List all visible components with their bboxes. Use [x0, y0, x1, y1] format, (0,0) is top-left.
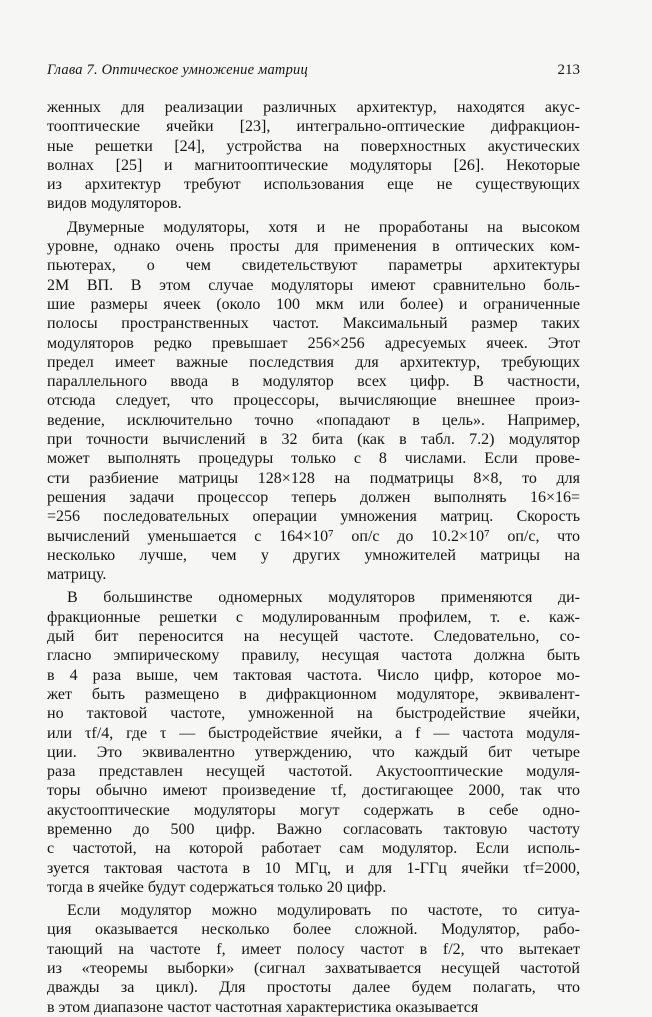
- text-line: ция оказывается несколько более сложной. Модулятор, рабо-: [47, 921, 580, 939]
- text-line: отсюда следует, что процессоры, вычисляющие внешнее произ-: [47, 392, 580, 410]
- text-line: сти разбиение матрицы 128×128 на подматрицы 8×8, то для: [47, 469, 580, 487]
- text-line: =256 последовательных операции умножения матриц. Скорость: [47, 508, 580, 526]
- text-line: полосы пространственных частот. Максимальный размер таких: [47, 315, 580, 333]
- text-line: торы обычно имеют произведение τf, достигающее 2000, так что: [47, 782, 580, 800]
- text-line: раза представлен несущей частотой. Акустооптические модуля-: [47, 763, 580, 781]
- text-line: тогда в ячейке будут содержаться только 20 цифр.: [47, 878, 387, 896]
- text-line: дый бит переносится на несущей частоте. Следовательно, со-: [47, 628, 580, 646]
- running-title: Глава 7. Оптическое умножение матриц: [47, 62, 308, 78]
- text-line: вычислений уменьшается с 164×10⁷ оп/с до 10.2×10⁷ оп/с, что: [47, 527, 580, 545]
- text-line: зуется тактовая частота в 10 МГц, и для 1-ГГц ячейки τf=2000,: [47, 859, 580, 877]
- text-line: или τf/4, где τ — быстродействие ячейки, а f — частота модуля-: [47, 724, 580, 742]
- running-header: [47, 62, 580, 84]
- text-line: модуляторов редко превышает 256×256 адресуемых ячеек. Этот: [47, 334, 580, 352]
- text-line: ные решетки [24], устройства на поверхностных акустических: [47, 137, 580, 155]
- text-line: несколько лучше, чем у других умножителей матрицы на: [47, 546, 580, 564]
- text-line: временно до 500 цифр. Важно согласовать тактовую частоту: [47, 820, 580, 838]
- text-line: акустооптические модуляторы могут содержать в себе одно-: [47, 801, 580, 819]
- paragraph-3: [47, 588, 580, 897]
- text-line: дважды за цикл). Для простоты далее будем полагать, что: [47, 979, 580, 997]
- text-line: решения задачи процессор теперь должен выполнять 16×16=: [47, 488, 580, 506]
- text-line: из архитектур требуют использования еще не существующих: [47, 176, 580, 194]
- text-line: в этом диапазоне частот частотная характеристика оказывается: [47, 998, 479, 1016]
- text-line: тооптические ячейки [23], интегрально-оптические дифракцион-: [47, 118, 580, 136]
- text-line: жет быть размещено в дифракционном модуляторе, эквивалент-: [47, 685, 580, 703]
- text-line: Двумерные модуляторы, хотя и не проработаны на высоком: [67, 218, 580, 236]
- text-line: тающий на частоте f, имеет полосу частот в f/2, что вытекает: [47, 940, 580, 958]
- text-line: матрицу.: [47, 566, 107, 584]
- text-line: ции. Это эквивалентно утверждению, что каждый бит четыре: [47, 743, 580, 761]
- text-line: предел имеет важные последствия для архитектур, требующих: [47, 353, 580, 371]
- text-line: видов модуляторов.: [47, 195, 182, 213]
- text-line: В большинстве одномерных модуляторов применяются ди-: [67, 589, 580, 607]
- text-line: но тактовой частоте, умноженной на быстродействие ячейки,: [47, 705, 580, 723]
- text-line: может выполнять процедуры только с 8 числами. Если прове-: [47, 450, 580, 468]
- text-line: фракционные решетки с модулированным профилем, т. е. каж-: [47, 608, 580, 626]
- paragraph-1: [47, 98, 580, 214]
- text-line: с частотой, на которой работает сам модулятор. Если исполь-: [47, 840, 580, 858]
- text-line: гласно эмпирическому правилу, несущая частота должна быть: [47, 647, 580, 665]
- text-line: из «теоремы выборки» (сигнал захватывается несущей частотой: [47, 960, 580, 978]
- text-line: 2М ВП. В этом случае модуляторы имеют сравнительно боль-: [47, 276, 580, 294]
- text-line: при точности вычислений в 32 бита (как в табл. 7.2) модулятор: [47, 431, 580, 449]
- text-line: уровне, однако очень просты для применения в оптических ком-: [47, 238, 580, 256]
- body-text: [47, 98, 580, 1017]
- text-line: ведение, исключительно точно «попадают в цель». Например,: [47, 411, 580, 429]
- text-line: Если модулятор можно модулировать по частоте, то ситуа-: [67, 902, 580, 920]
- text-line: параллельного ввода в модулятор всех цифр. В частности,: [47, 373, 580, 391]
- paragraph-2: [47, 218, 580, 585]
- text-line: женных для реализации различных архитектур, находятся акус-: [47, 99, 580, 116]
- text-line: волнах [25] и магнитооптические модуляторы [26]. Некоторые: [47, 156, 580, 174]
- text-line: пьютерах, о чем свидетельствуют параметры архитектуры: [47, 257, 580, 275]
- text-line: шие размеры ячеек (около 100 мкм или более) и ограниченные: [47, 295, 580, 313]
- text-line: в 4 раза выше, чем тактовая частота. Число цифр, которое мо-: [47, 666, 580, 684]
- page-number: 213: [557, 62, 580, 78]
